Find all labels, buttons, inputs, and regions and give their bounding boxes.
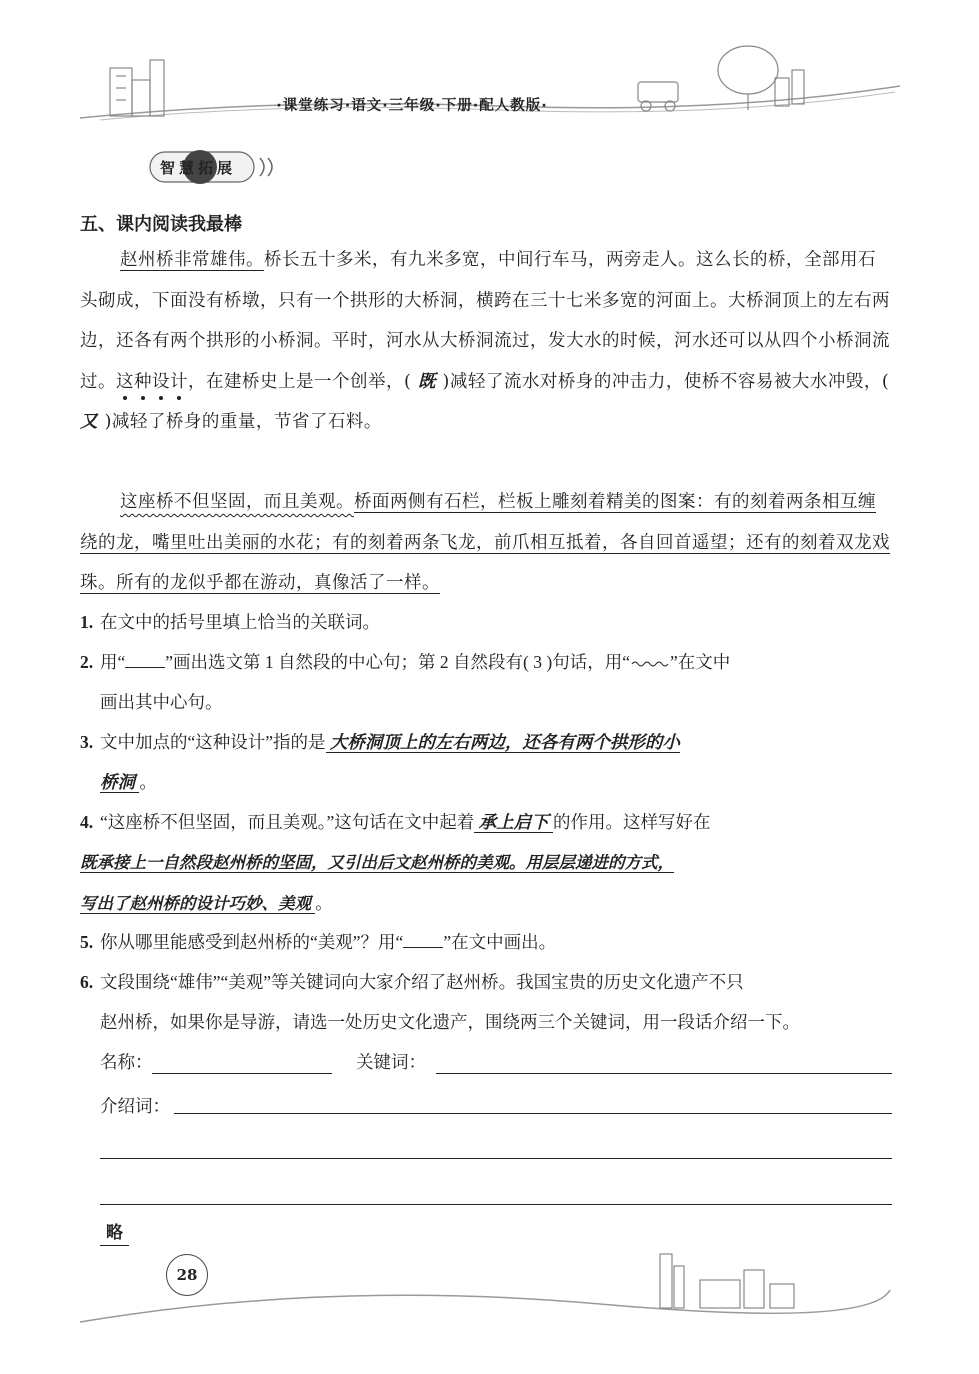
passage-paragraph-2 — [80, 482, 892, 604]
keyword-field[interactable] — [436, 1073, 892, 1074]
section-title: 五、课内阅读我最棒 — [80, 214, 242, 235]
answer-4-line-2: 既承接上一自然段赵州桥的坚固，又引出后文赵州桥的美观。用层层递进的方式， — [80, 853, 674, 872]
question-text: 的作用。这样写好在 — [553, 812, 711, 832]
question-1 — [80, 602, 892, 642]
question-5 — [80, 922, 892, 962]
question-text: 用“ — [100, 652, 126, 672]
question-3 — [80, 722, 892, 802]
buildings-left-icon — [110, 60, 164, 116]
intro-field-line-1[interactable] — [174, 1113, 892, 1114]
question-text: 画出其中心句。 — [100, 692, 223, 712]
straight-line-sample — [403, 933, 443, 948]
intro-field-line-2[interactable] — [100, 1158, 892, 1159]
question-text: 。 — [315, 893, 333, 913]
question-text: ”在文中画出。 — [443, 932, 557, 952]
page-number: 28 — [166, 1254, 208, 1296]
tree-icon — [718, 46, 778, 110]
central-sentence-2: 这座桥不但坚固，而且美观。 — [120, 492, 354, 512]
answer-conj-1: 既 — [411, 371, 443, 392]
section-badge — [142, 148, 282, 186]
city-skyline-icon — [660, 1254, 794, 1308]
question-text: 文段围绕“雄伟”“美观”等关键词向大家介绍了赵州桥。我国宝贵的历史文化遗产不只 — [100, 972, 744, 992]
question-number: 5. — [80, 932, 94, 952]
intro-label: 介绍词： — [100, 1096, 170, 1116]
question-2 — [80, 642, 892, 722]
question-text: 。 — [139, 772, 157, 792]
question-number: 2. — [80, 652, 94, 672]
question-text: 赵州桥，如果你是导游，请选一处历史文化遗产，围绕两三个关键词，用一段话介绍一下。 — [100, 1012, 800, 1032]
question-number: 1. — [80, 612, 94, 632]
question-number: 3. — [80, 732, 94, 752]
passage-text: 桥长五十多米，有九米多宽，中间行车马，两旁走人。这么长的桥，全部用石头砌成，下面没有桥墩，只有一个拱形的大桥洞，横跨在三十七米多宽的河面上。大桥洞顶上的左右两边，还各有两个拱形的小桥洞。平时，河水从大桥洞流过，发大水的时候，河水还可以从四个小桥洞流过。 — [80, 250, 890, 392]
question-number: 4. — [80, 812, 94, 832]
name-label: 名称： — [100, 1052, 153, 1072]
question-text: “这座桥不但坚固，而且美观。”这句话在文中起着 — [100, 812, 475, 832]
central-sentence-1: 赵州桥非常雄伟。 — [120, 250, 264, 270]
question-text: 在文中的括号里填上恰当的关联词。 — [100, 612, 380, 632]
answer-3-line-1: 大桥洞顶上的左右两边，还各有两个拱形的小 — [325, 732, 680, 752]
answer-count: 3 — [528, 652, 547, 672]
passage-text: )减轻了流水对桥身的冲击力，使桥不容易被大水冲毁，( — [442, 371, 890, 392]
answer-note: 略 — [100, 1218, 129, 1246]
answer-4-function: 承上启下 — [474, 812, 554, 832]
answer-3-line-2: 桥洞 — [100, 772, 140, 792]
badge-text: 智慧拓展 — [160, 159, 237, 177]
question-text: ”画出选文第 1 自然段的中心句；第 2 自然段有( — [165, 652, 529, 672]
question-6 — [80, 962, 892, 1042]
question-text: ”在文中 — [669, 652, 731, 672]
intro-field-line-3[interactable] — [100, 1204, 892, 1205]
keyword-label: 关键词： — [356, 1052, 426, 1072]
beauty-sentences: 桥面两侧有石栏，栏板上雕刻着精美的图案：有的刻着两条相互缠绕的龙，嘴里吐出美丽的水花；有的刻着两条飞龙，前爪相互抵着，各自回首遥望；还有的刻着双龙戏珠。所有的龙似乎都在游动，真像活了一样。 — [80, 492, 890, 593]
question-text: 你从哪里能感受到赵州桥的“美观”？用“ — [100, 932, 404, 952]
header-title: ·课堂练习·语文·三年级·下册·配人教版· — [276, 98, 548, 114]
passage-text: ，在建桥史上是一个创举，( — [188, 371, 412, 392]
header-decoration — [80, 40, 900, 130]
answer-conj-2: 又 — [80, 412, 105, 432]
dotted-phrase: 这种设计 — [116, 371, 188, 392]
name-field[interactable] — [152, 1073, 332, 1074]
passage-text: )减轻了桥身的重量，节省了石料。 — [104, 412, 382, 432]
question-text: )句话，用“ — [546, 652, 630, 672]
question-4 — [80, 802, 892, 924]
straight-line-sample — [125, 653, 165, 668]
answer-4-line-3: 写出了赵州桥的设计巧妙、美观 — [80, 894, 316, 913]
question-text: 文中加点的“这种设计”指的是 — [100, 732, 326, 752]
wavy-line-sample — [630, 642, 670, 656]
question-number: 6. — [80, 972, 94, 992]
passage-paragraph-1 — [80, 240, 892, 443]
